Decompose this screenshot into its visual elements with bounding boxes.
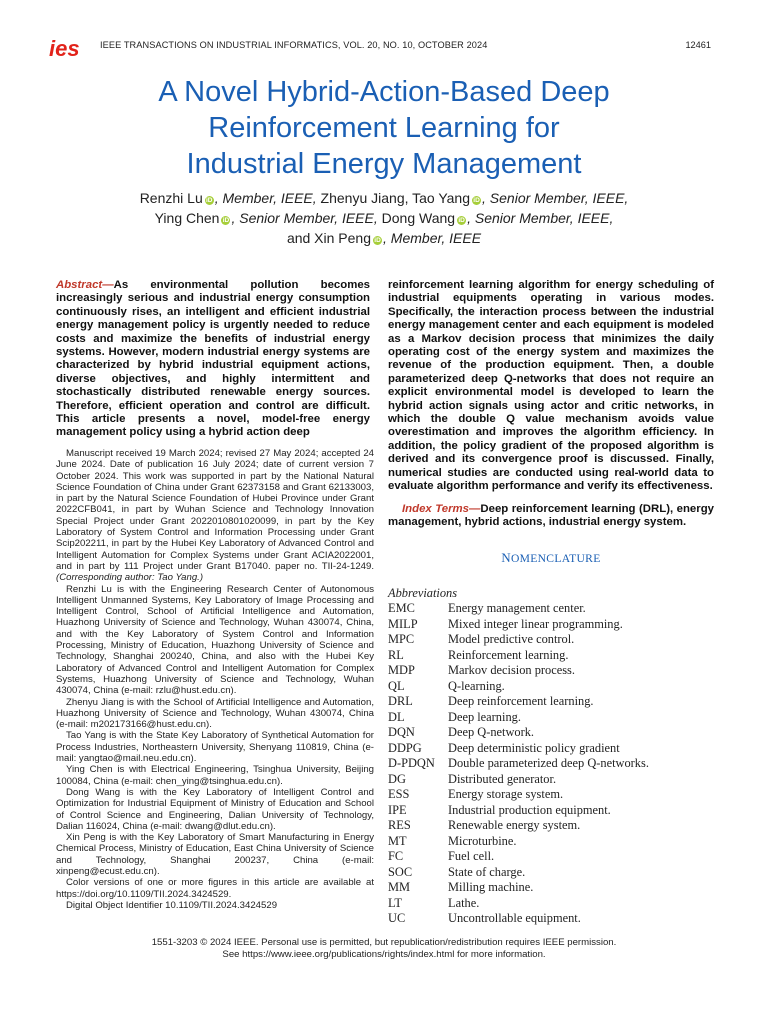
corresponding-author: (Corresponding author: Tao Yang.)	[56, 572, 204, 584]
abbreviation-definition: State of charge.	[448, 864, 526, 879]
footnote-author: Zhenyu Jiang is with the School of Artificial Intelligence and Automation, Huazhong University of Science and Technology, Wuhan 430074, China (e-mail: m202173166@hust.edu.cn).	[56, 696, 374, 731]
index-terms-label: Index Terms—	[402, 502, 481, 515]
abbreviation-term: MDP	[388, 663, 415, 677]
orcid-icon[interactable]: iD	[458, 217, 465, 224]
footnote-manuscript	[56, 448, 374, 584]
abstract-left	[56, 279, 370, 440]
ies-logo	[48, 36, 90, 60]
abbreviation-term: DRL	[388, 694, 413, 708]
footnote-color-versions: Color versions of one or more figures in this article are available at https://doi.org/10.1109/TII.2024.3424529.	[56, 877, 374, 900]
abbreviation-definition: Industrial production equipment.	[448, 802, 611, 817]
author-name: Zhenyu Jiang, Tao Yang	[316, 190, 471, 206]
footnote-doi: Digital Object Identifier 10.1109/TII.2024.3424529	[66, 899, 278, 911]
abstract-text-continued: reinforcement learning algorithm for energy scheduling of industrial equipments operating in various modes. Specifically, the interaction process between the industrial energy management center and each equipment is modeled as a Markov decision process that minimizes the daily operating cost of the energy system and maximizes the revenue of the production equipment. Then, a double parameterized deep Q-networks that does not require an explicit environmental model is developed to learn the hybrid action signals using actor and critic networks, in which the double Q value mechanism avoids value overestimation and improves the algorithm efficiency. In addition, the policy gradient of the proposed algorithm is derived and its convergence proof is discussed. Finally, numerical studies are conducted using real-world data to evaluate algorithm performance and verify its effectiveness.	[388, 279, 714, 493]
footnote-author: Tao Yang is with the State Key Laboratory of Synthetical Automation for Process Industries, Northeastern University, Shenyang 110819, China (e-mail: yangtao@mail.neu.edu.cn).	[56, 730, 374, 765]
abbreviation-term: DL	[388, 709, 405, 724]
footnote-author: Renzhi Lu is with the Engineering Research Center of Autonomous Intelligent Unmanned Systems, Key Laboratory of Image Processing and Intelligent Control, School of Artificial Intelligence and Automation, Huazhong University of Science and Technology, Wuhan 430074, China, and with the Key Laboratory of System Control and Information Processing, Ministry of Education, Huazhong University of Science and Technology, Shanghai 200240, China, and also with the Hubei Key Laboratory of Advanced Control and Intelligent Automation for Complex Systems, Huazhong University of Science and Technology, Wuhan 430074, China (e-mail: rzlu@hust.edu.cn).	[56, 583, 374, 697]
abbreviation-term: UC	[388, 911, 406, 925]
abbreviation-row	[388, 772, 649, 788]
nomenclature-list	[388, 586, 718, 927]
copyright-line: 1551-3203 © 2024 IEEE. Personal use is permitted, but republication/redistribution requires IEEE permission.	[151, 937, 617, 948]
abbreviation-definition: Energy storage system.	[448, 787, 564, 801]
abbreviation-term: ESS	[388, 787, 410, 801]
abbreviation-row	[388, 834, 649, 850]
abstract-label: Abstract—	[56, 279, 114, 291]
page-number: 12461	[685, 40, 711, 50]
abbreviation-term: RES	[388, 818, 411, 832]
abbreviation-row	[388, 679, 649, 695]
title-line: A Novel Hybrid-Action-Based Deep	[158, 76, 610, 108]
author-affiliation: , Senior Member, IEEE,	[482, 190, 629, 206]
index-terms	[388, 503, 714, 530]
copyright-footer	[0, 937, 768, 961]
journal-header: IEEE TRANSACTIONS ON INDUSTRIAL INFORMATICS, VOL. 20, NO. 10, OCTOBER 2024	[100, 40, 488, 50]
orcid-icon[interactable]: iD	[374, 237, 381, 244]
abbreviation-definition: Markov decision process.	[448, 663, 575, 677]
abbreviation-definition: Q-learning.	[448, 678, 505, 693]
abbreviation-definition: Reinforcement learning.	[448, 647, 569, 662]
author-affiliation: , Senior Member, IEEE,	[467, 210, 614, 226]
author-affiliation: , Senior Member, IEEE,	[231, 210, 378, 226]
abbreviation-table	[388, 601, 649, 927]
author-line	[0, 228, 768, 248]
abbreviation-definition: Deep learning.	[448, 709, 521, 724]
author-line	[0, 208, 768, 228]
abbreviation-definition: Distributed generator.	[448, 771, 557, 786]
abbreviation-definition: Energy management center.	[448, 601, 586, 615]
orcid-icon[interactable]: iD	[473, 197, 480, 204]
abbreviation-row	[388, 710, 649, 726]
abbreviation-row	[388, 663, 649, 679]
abbreviation-definition: Deep deterministic policy gradient	[448, 740, 620, 755]
abbreviation-term: MT	[388, 833, 407, 848]
abbreviation-term: IPE	[388, 802, 407, 817]
abbreviation-definition: Fuel cell.	[448, 849, 495, 863]
abbreviations-subheading: Abbreviations	[388, 586, 458, 600]
abbreviation-row	[388, 865, 649, 881]
title-line: Industrial Energy Management	[186, 148, 582, 180]
author-line	[0, 188, 768, 208]
abbreviation-definition: Double parameterized deep Q-networks.	[448, 756, 649, 770]
abstract-text: As environmental pollution becomes increasingly serious and industrial energy consumption continuously rises, an intelligent and efficient industrial energy management policy is urgently needed to reduce costs and maximize the benefits of industrial energy systems. However, modern industrial energy systems are characterized by hybrid industrial equipment actions, diverse objectives, and highly intermittent and stochastically distributed renewable energy sources. Therefore, efficient operation and control are difficult. This article presents a novel, model-free energy management policy using a hybrid action deep	[56, 279, 370, 439]
author-name: Renzhi Lu	[139, 190, 203, 206]
author-affiliation: , Member, IEEE,	[214, 190, 317, 206]
abbreviation-row	[388, 756, 649, 772]
abbreviation-rows	[388, 601, 649, 927]
heading-initial: N	[501, 551, 511, 565]
abbreviation-term: SOC	[388, 864, 413, 879]
footnote-author: Ying Chen is with Electrical Engineering, Tsinghua University, Beijing 100084, China (e-mail: chen_ying@tsinghua.edu.cn).	[56, 764, 374, 787]
abbreviation-term: FC	[388, 849, 404, 863]
abbreviation-definition: Model predictive control.	[448, 632, 575, 646]
abbreviation-row	[388, 787, 649, 803]
footnote-author: Dong Wang is with the Key Laboratory of Intelligent Control and Optimization for Industrial Equipment of Ministry of Education and School of Control Science and Engineering, Dalian University of Technology, Dalian 116024, China (e-mail: dwang@dlut.edu.cn).	[56, 786, 374, 832]
title-line: Reinforcement Learning for	[208, 112, 560, 144]
abbreviation-definition: Lathe.	[448, 895, 480, 910]
abbreviation-term: DQN	[388, 725, 415, 739]
abstract-right	[388, 279, 714, 529]
abbreviation-row	[388, 896, 649, 912]
abbreviation-row	[388, 880, 649, 896]
footnote-text: Manuscript received 19 March 2024; revised 27 May 2024; accepted 24 June 2024. Date of publication 16 July 2024; date of current version 7 October 2024. This work was supported in part by the National Natural Science Foundation of China under Grant 62373158 and Grant 62133003, in part by the Natural Science Foundation of Hubei Province under Grant 2022CFB041, in part by Wuhan Science and Technology Innovation Special Project under Grant 2022010801020099, in part by the Key Laboratory of System Control and Information Processing under Grant Scip202211, in part by the Hubei Key Laboratory of Advanced Control and Intelligent Automation for Complex Systems under Grant ACIA2022001, and in part by 111 Project under Grant B17040. paper no. TII-24-1249.	[56, 448, 374, 572]
abbreviation-term: MILP	[388, 616, 418, 631]
abbreviation-row	[388, 803, 649, 819]
author-affiliation: , Member, IEEE	[383, 230, 482, 246]
abbreviation-definition: Renewable energy system.	[448, 818, 581, 832]
paper-title	[0, 74, 768, 182]
index-terms-text: Deep reinforcement learning (DRL), energy management, hybrid actions, industrial energy system.	[388, 502, 714, 528]
abbreviation-term: D-PDQN	[388, 756, 435, 770]
orcid-icon[interactable]: iD	[222, 217, 230, 224]
abbreviation-row	[388, 617, 649, 633]
orcid-icon[interactable]: iD	[205, 197, 213, 204]
abbreviation-term: DG	[388, 771, 406, 786]
abbreviation-term: QL	[388, 678, 405, 693]
abbreviation-row	[388, 741, 649, 757]
abbreviation-term: MPC	[388, 632, 415, 646]
abbreviation-term: RL	[388, 647, 404, 662]
abbreviation-row	[388, 648, 649, 664]
nomenclature-heading	[388, 551, 714, 566]
author-name: Dong Wang	[377, 210, 456, 226]
abbreviation-term: DDPG	[388, 740, 422, 755]
abbreviation-definition: Deep Q-network.	[448, 725, 535, 739]
abbreviation-definition: Milling machine.	[448, 880, 534, 894]
abbreviation-row	[388, 849, 649, 865]
author-list	[0, 188, 768, 248]
author-name: Ying Chen	[154, 210, 220, 226]
heading-rest: OMENCLATURE	[510, 552, 601, 565]
footnote-author: Xin Peng is with the Key Laboratory of Smart Manufacturing in Energy Chemical Process, Ministry of Education, East China University of Science and Technology, Shanghai 200237, China (e-mail: xinpeng@ecust.edu.cn).	[56, 832, 374, 877]
abbreviation-row	[388, 632, 649, 648]
abbreviation-row	[388, 694, 649, 710]
abbreviation-row	[388, 818, 649, 834]
rights-link-line: See https://www.ieee.org/publications/rights/index.html for more information.	[222, 949, 546, 960]
abbreviation-term: EMC	[388, 601, 415, 615]
author-name: and Xin Peng	[286, 230, 372, 246]
abbreviation-term: LT	[388, 895, 402, 910]
abbreviation-row	[388, 725, 649, 741]
abbreviation-row	[388, 911, 649, 927]
footnotes	[56, 448, 374, 911]
abbreviation-definition: Uncontrollable equipment.	[448, 911, 581, 925]
ies-logo-text: ies	[49, 36, 80, 60]
abbreviation-row	[388, 601, 649, 617]
abbreviation-definition: Microturbine.	[448, 833, 517, 848]
abbreviation-definition: Mixed integer linear programming.	[448, 616, 623, 631]
abbreviation-term: MM	[388, 880, 411, 894]
abbreviation-definition: Deep reinforcement learning.	[448, 694, 594, 708]
